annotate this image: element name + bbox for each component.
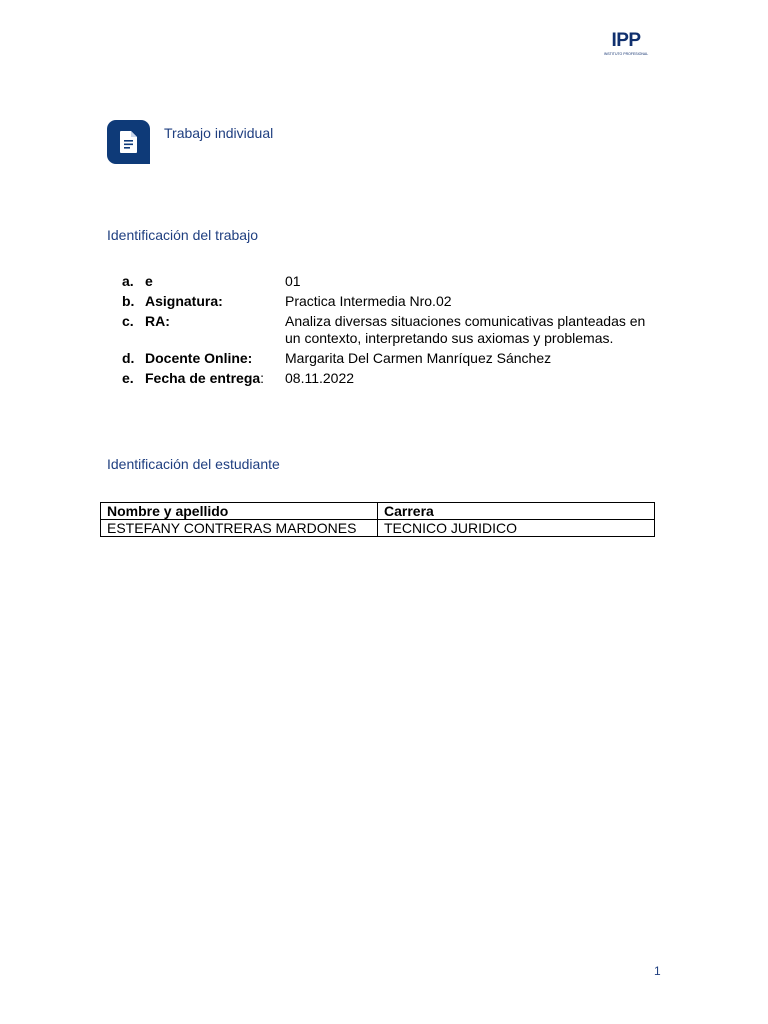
list-marker: d. <box>122 350 135 366</box>
info-value: Margarita Del Carmen Manríquez Sánchez <box>285 350 552 366</box>
info-label-suffix: : <box>260 370 265 386</box>
logo-text: IPP <box>611 30 641 51</box>
table-header-name: Nombre y apellido <box>101 503 378 520</box>
info-label-text: e <box>145 273 153 289</box>
list-marker: b. <box>122 293 135 309</box>
table-row <box>101 520 655 537</box>
info-label-text: Docente Online: <box>145 350 253 366</box>
list-marker: c. <box>122 313 134 329</box>
work-type-label: Trabajo individual <box>164 125 274 141</box>
info-label-text: RA: <box>145 313 170 329</box>
logo-tagline: INSTITUTO PROFESIONAL <box>603 52 649 56</box>
info-label <box>145 350 252 367</box>
info-value: Practica Intermedia Nro.02 <box>285 293 452 309</box>
info-label <box>145 273 153 290</box>
page-number: 1 <box>654 964 661 978</box>
section-title-student: Identificación del estudiante <box>107 456 280 472</box>
list-marker: a. <box>122 273 134 289</box>
info-value: 01 <box>285 273 301 289</box>
info-value: Analiza diversas situaciones comunicativas planteadas en un contexto, interpretando sus axiomas y problemas. <box>285 313 646 346</box>
document-icon <box>107 120 150 164</box>
info-label <box>145 313 170 330</box>
ipp-logo <box>600 30 652 62</box>
info-label <box>145 293 223 310</box>
list-marker: e. <box>122 370 134 386</box>
table-cell-name: ESTEFANY CONTRERAS MARDONES <box>101 520 378 537</box>
info-value: 08.11.2022 <box>285 370 355 386</box>
table-cell-career: TECNICO JURIDICO <box>378 520 655 537</box>
student-table <box>100 502 655 537</box>
info-label-text: Fecha de entrega <box>145 370 261 386</box>
table-header-row <box>101 503 655 520</box>
info-label <box>145 370 264 387</box>
table-header-career: Carrera <box>378 503 655 520</box>
section-title-work: Identificación del trabajo <box>107 227 258 243</box>
info-label-text: Asignatura: <box>145 293 223 309</box>
